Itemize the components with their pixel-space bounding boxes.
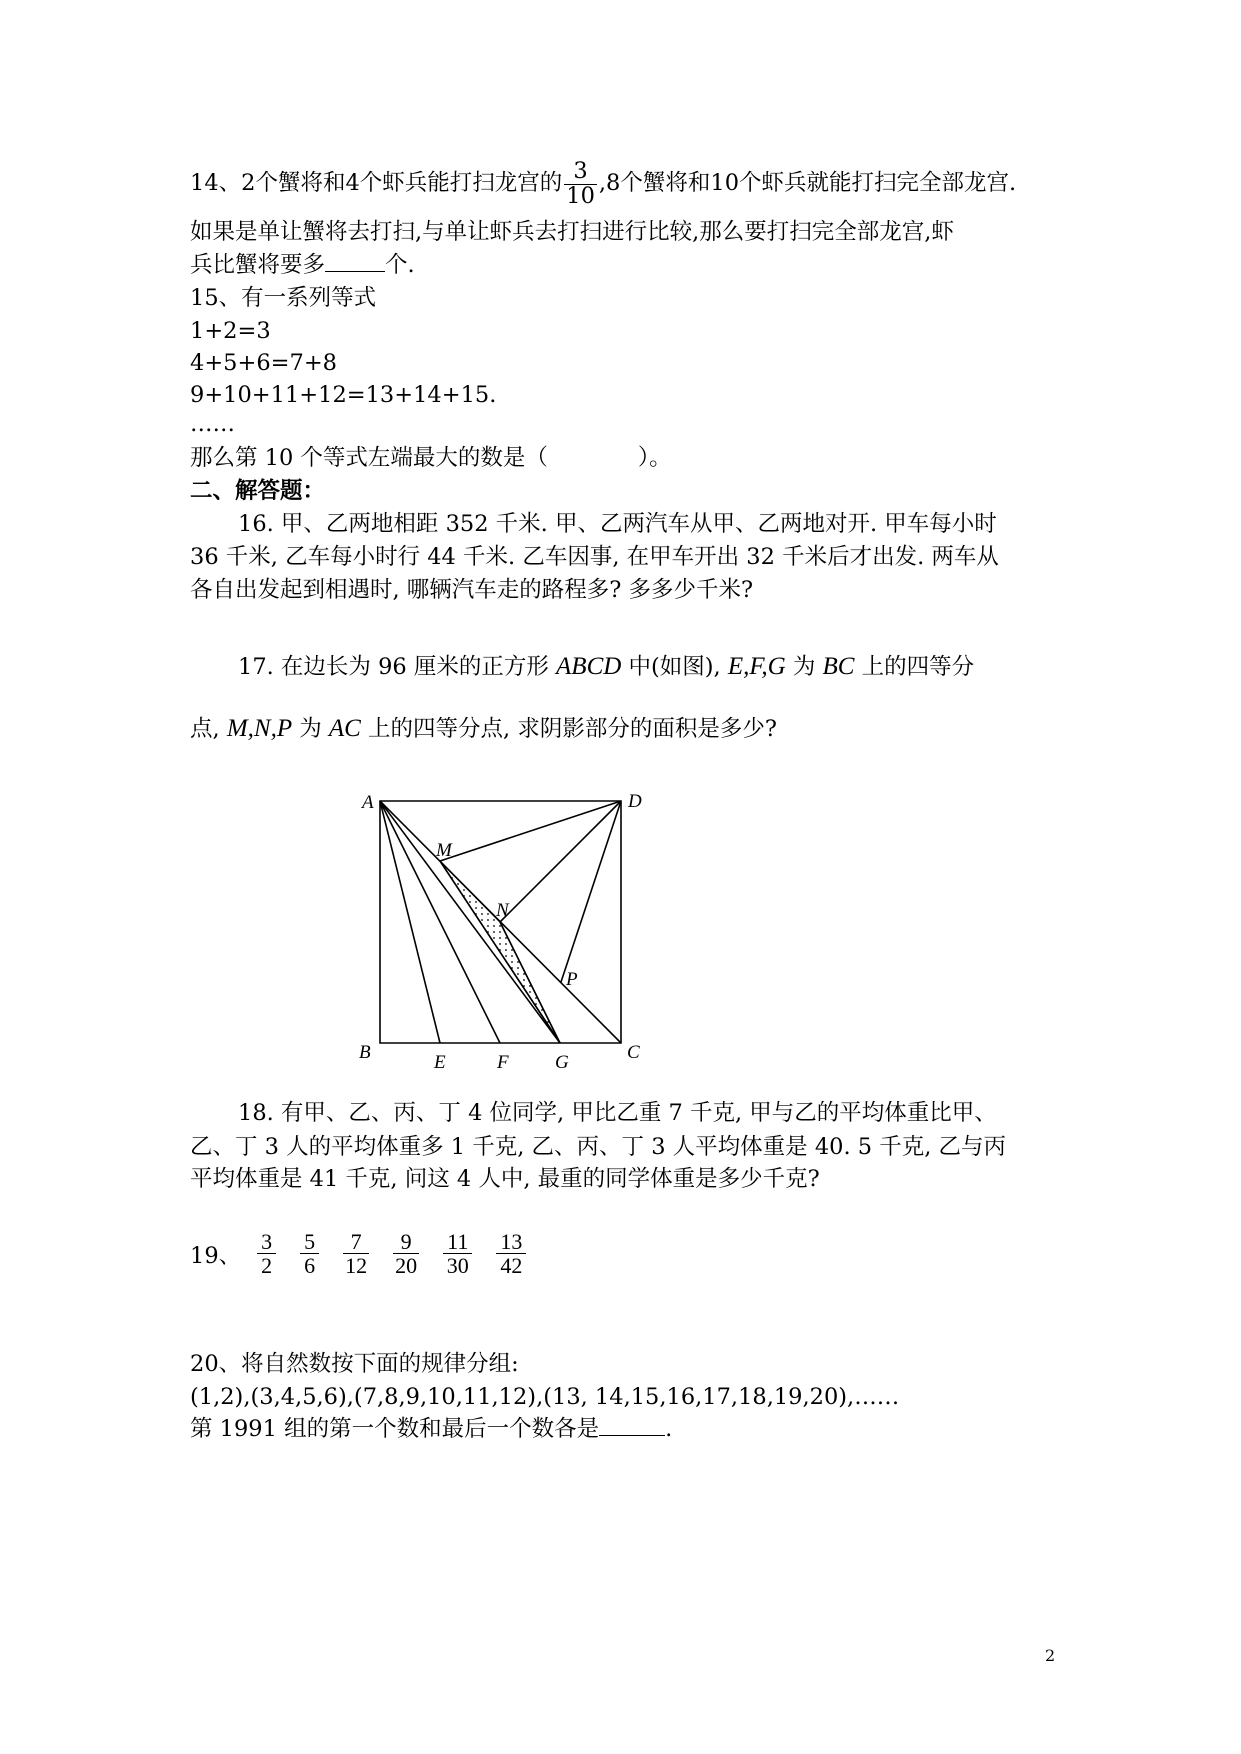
q19-fraction-5	[443, 1230, 472, 1277]
label-d: D	[628, 791, 642, 812]
q17-text-b: 中(如图),	[621, 654, 728, 680]
q18-line1: 18. 有甲、乙、丙、丁 4 位同学, 甲比乙重 7 千克, 甲与乙的平均体重比甲、	[238, 1100, 997, 1126]
q17-square-name: ABCD	[556, 653, 622, 680]
label-g: G	[555, 1052, 569, 1073]
q20-groups: (1,2),(3,4,5,6),(7,8,9,10,11,12),(13, 14,15,16,17,18,19,20),……	[190, 1384, 900, 1410]
q17-text-a: 17. 在边长为 96 厘米的正方形	[238, 654, 557, 680]
q19-fraction-3-num: 7	[343, 1230, 369, 1254]
segment-ag	[380, 801, 560, 1043]
q19-sequence	[190, 1230, 548, 1277]
q16-line2: 36 千米, 乙车每小时行 44 千米. 乙车因事, 在甲车开出 32 千米后才出发. 两车从	[190, 544, 999, 570]
q14-fraction	[564, 160, 597, 208]
shaded-triangle-mng	[440, 861, 560, 1043]
q19-fraction-2	[300, 1230, 319, 1277]
q17-geometry-figure	[355, 785, 655, 1080]
q14-answer-blank	[325, 270, 385, 272]
segment-dp	[561, 801, 621, 982]
q14-text-c: 兵比蟹将要多	[190, 252, 326, 278]
segment-ae	[380, 801, 440, 1043]
q17-line1	[238, 654, 974, 679]
q17-text-d: 上的四等分	[854, 654, 975, 680]
q19-fraction-3	[343, 1230, 369, 1277]
segment-dm	[440, 801, 621, 861]
q19-fraction-3-den: 12	[345, 1253, 368, 1279]
q19-fraction-2-den: 6	[304, 1253, 316, 1279]
q19-label: 19、	[190, 1242, 242, 1269]
section-heading: 二、解答题：	[190, 478, 326, 504]
q17-text-g: 上的四等分点, 求阴影部分的面积是多少?	[360, 716, 777, 742]
label-m: M	[436, 840, 452, 861]
label-p: P	[566, 969, 578, 990]
q14-text-b: ,8个蟹将和10个虾兵就能打扫完全部龙宫.	[598, 170, 1017, 197]
q15-title: 15、有一系列等式	[190, 285, 377, 311]
q20-title: 20、将自然数按下面的规律分组:	[190, 1351, 519, 1377]
q19-fraction-6-den: 42	[500, 1253, 523, 1279]
q18-line2: 乙、丁 3 人的平均体重多 1 千克, 乙、丙、丁 3 人平均体重是 40. 5 千克, 乙与丙	[190, 1134, 1007, 1160]
q16-line3: 各自出发起到相遇时, 哪辆汽车走的路程多? 多多少千米?	[190, 577, 754, 603]
q20-answer-blank	[599, 1434, 665, 1436]
q15-eq2: 4+5+6=7+8	[190, 350, 337, 376]
label-b: B	[359, 1042, 371, 1063]
q18-line3: 平均体重是 41 千克, 问这 4 人中, 最重的同学体重是多少千克?	[190, 1166, 820, 1192]
label-e: E	[434, 1052, 446, 1073]
q19-fraction-5-den: 30	[446, 1253, 469, 1279]
q17-text-e: 点,	[190, 716, 227, 742]
q20-text-a: 第 1991 组的第一个数和最后一个数各是	[190, 1416, 600, 1442]
q14-line3	[190, 254, 415, 277]
q19-fraction-4-den: 20	[395, 1253, 418, 1279]
q14-text-d: 个.	[385, 252, 415, 278]
q17-side-bc: BC	[822, 653, 855, 680]
q17-diagonal-ac: AC	[328, 715, 361, 742]
q19-fraction-1-den: 2	[261, 1253, 273, 1279]
q17-line2	[190, 716, 777, 741]
label-f: F	[497, 1052, 509, 1073]
q19-fraction-4-num: 9	[393, 1230, 419, 1254]
q17-points-mnp: M,N,P	[226, 715, 293, 742]
q20-text-b: .	[665, 1416, 673, 1442]
page-number: 2	[1045, 1646, 1056, 1665]
q14-text-a: 14、2个蟹将和4个虾兵能打扫龙宫的	[190, 170, 563, 197]
q14-fraction-numerator: 3	[564, 160, 597, 185]
segment-dn	[500, 801, 621, 922]
q14-line1	[190, 160, 1016, 208]
q17-points-efg: E,F,G	[727, 653, 786, 680]
q19-fraction-1	[257, 1230, 276, 1277]
q15-ellipsis: ……	[190, 411, 235, 437]
q19-fraction-1-num: 3	[257, 1230, 276, 1254]
label-c: C	[627, 1042, 640, 1063]
q19-fraction-2-num: 5	[300, 1230, 319, 1254]
q15-eq1: 1+2=3	[190, 318, 271, 344]
q19-fraction-6	[496, 1230, 526, 1277]
q19-fraction-4	[393, 1230, 419, 1277]
q17-text-c: 为	[785, 654, 823, 680]
q15-question: 那么第 10 个等式左端最大的数是（ ）。	[190, 445, 672, 471]
q19-fraction-6-num: 13	[496, 1230, 526, 1254]
label-n: N	[496, 900, 509, 921]
label-a: A	[362, 792, 374, 813]
q16-line1: 16. 甲、乙两地相距 352 千米. 甲、乙两汽车从甲、乙两地对开. 甲车每小时	[238, 511, 997, 537]
q15-eq3: 9+10+11+12=13+14+15.	[190, 382, 497, 408]
q14-line2: 如果是单让蟹将去打扫,与单让虾兵去打扫进行比较,那么要打扫完全部龙宫,虾	[190, 219, 954, 245]
q19-fraction-5-num: 11	[443, 1230, 472, 1254]
q20-question	[190, 1418, 672, 1441]
q17-text-f: 为	[292, 716, 329, 742]
q14-fraction-denominator: 10	[566, 182, 595, 209]
